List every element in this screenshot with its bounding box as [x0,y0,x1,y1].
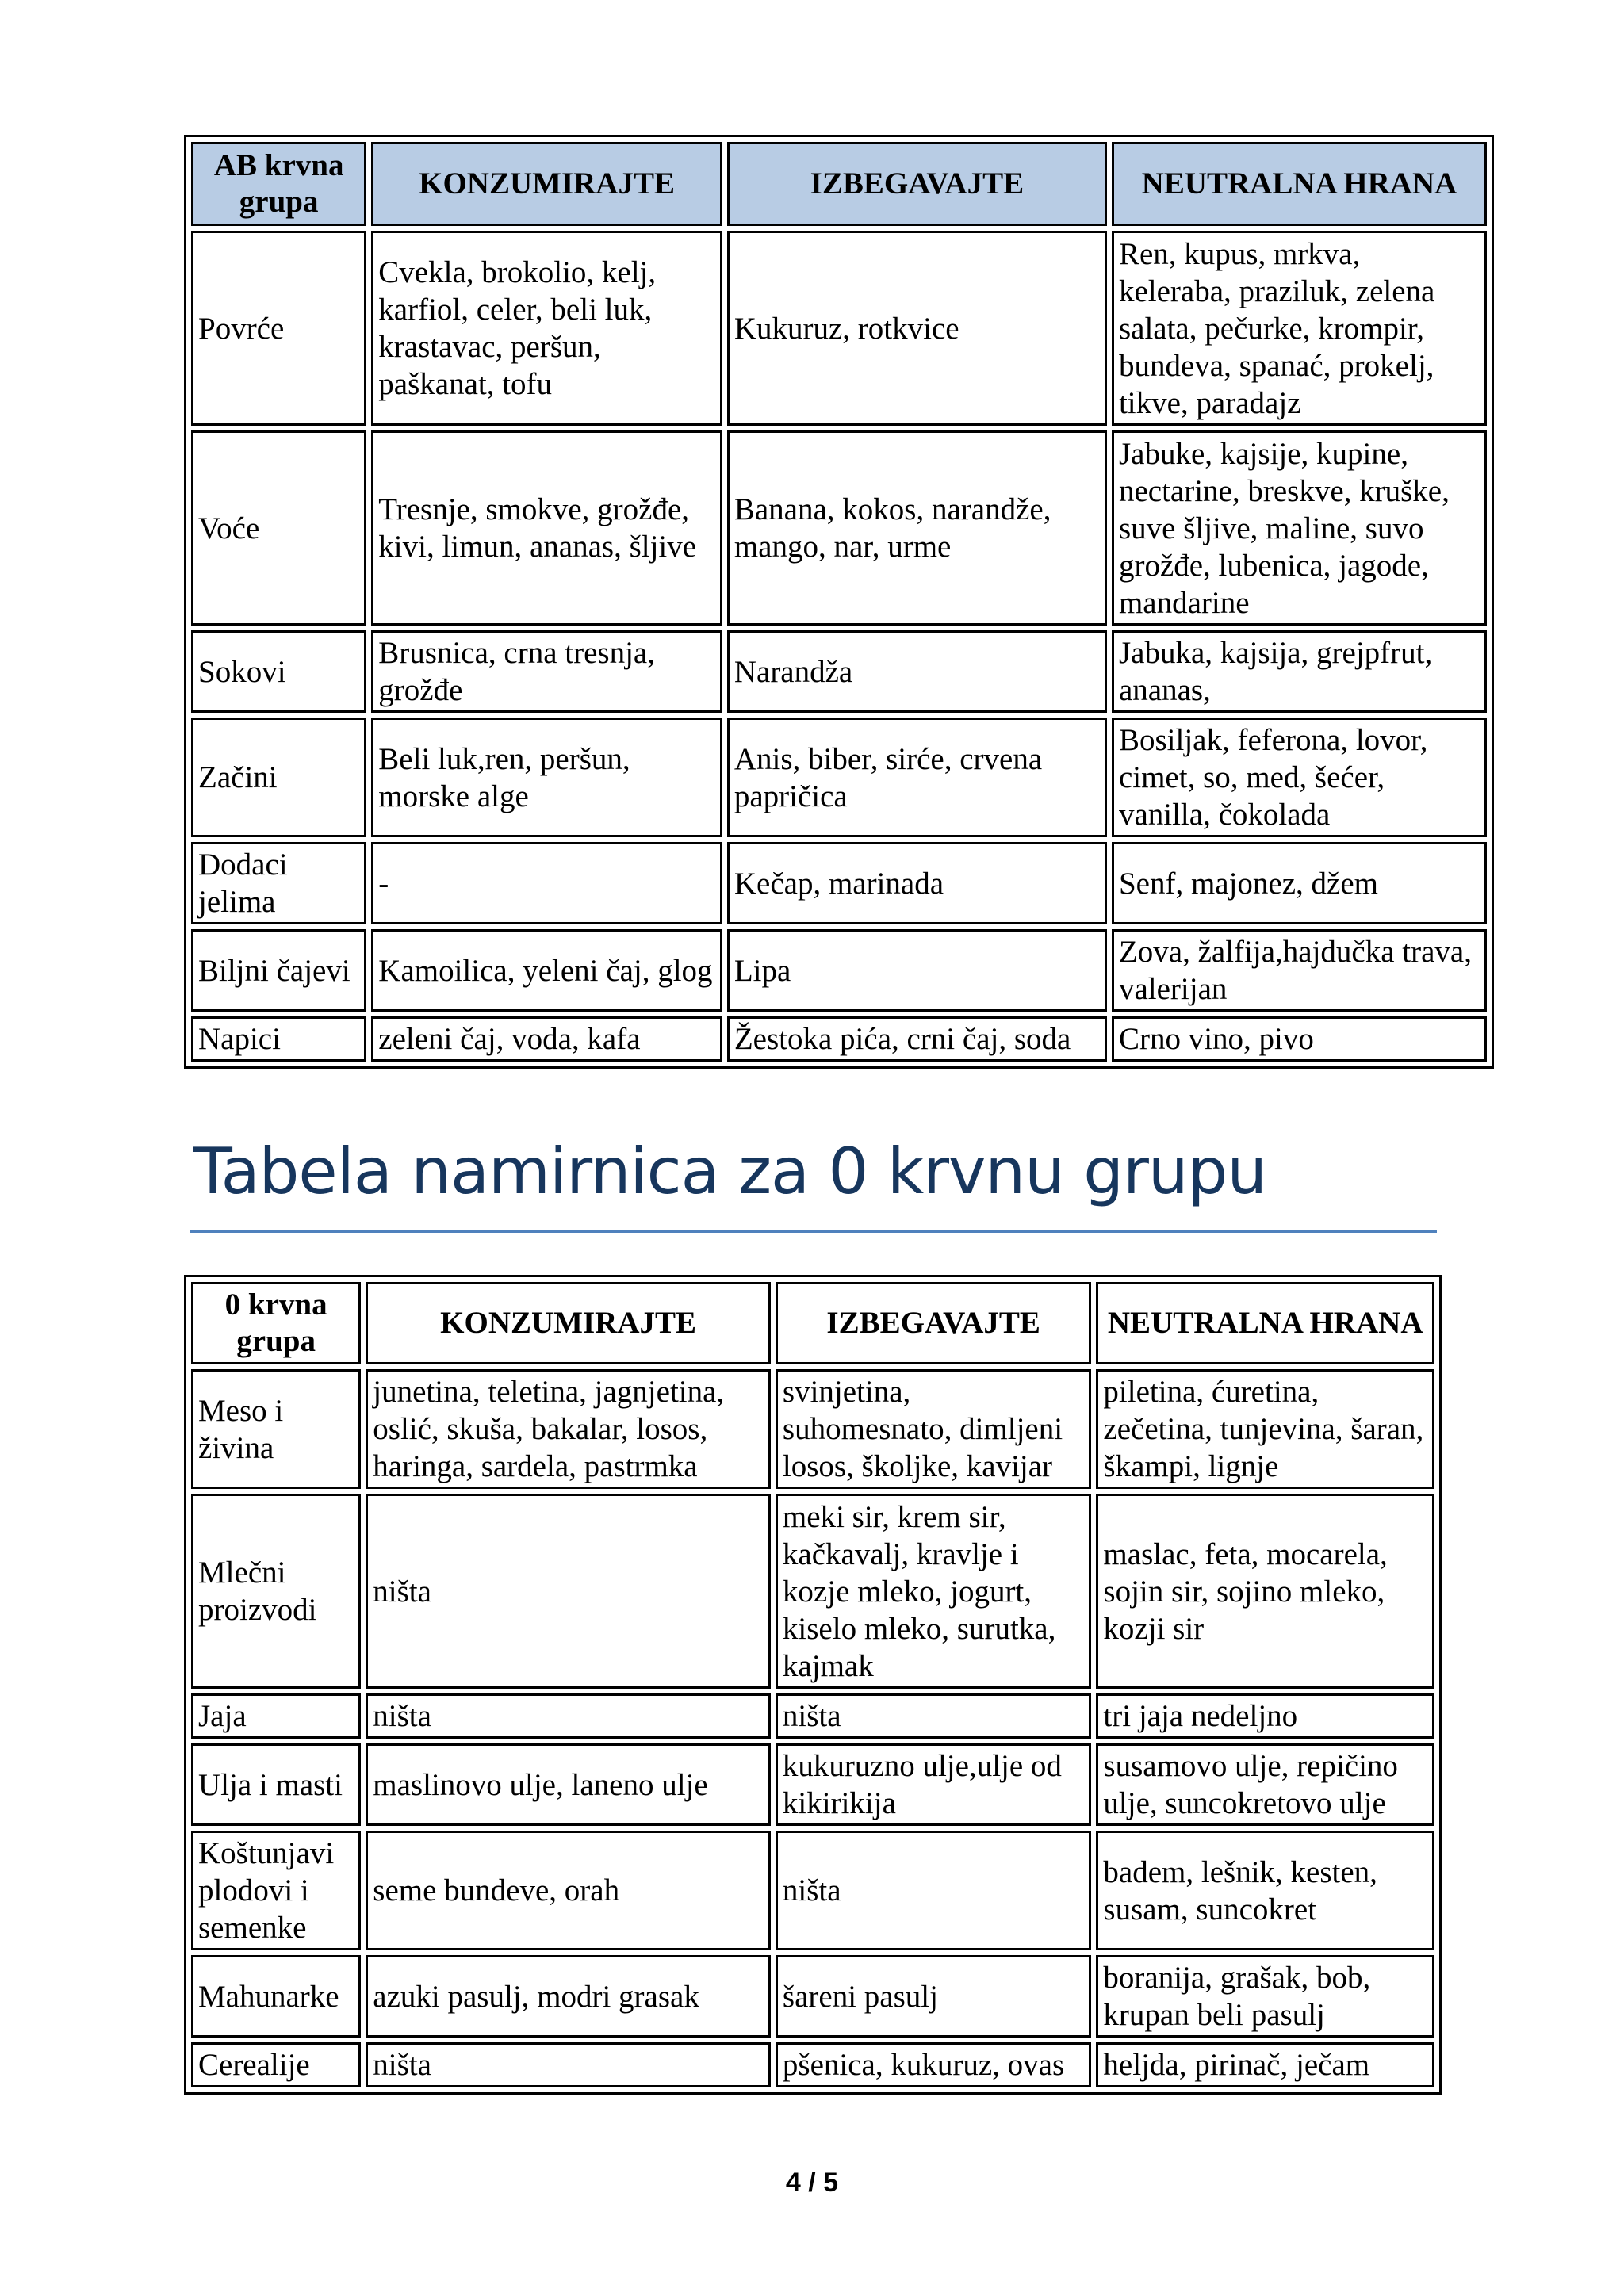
table-cell: kukuruzno ulje,ulje od kikirikija [776,1743,1092,1826]
table-cell: Beli luk,ren, peršun, morske alge [371,718,722,837]
0-blood-type-table [184,1275,1442,2095]
table-cell: Jabuke, kajsije, kupine, nectarine, breskve, kruške, suve šljive, maline, suvo grožđe, lubenica, jagode, mandarine [1112,430,1487,626]
header-cell: KONZUMIRAJTE [371,142,722,226]
table-cell: heljda, pirinač, ječam [1096,2042,1434,2087]
table-cell: ništa [366,1693,771,1739]
header-cell: AB krvna grupa [191,142,366,226]
table-cell: Cvekla, brokolio, kelj, karfiol, celer, beli luk, krastavac, peršun, paškanat, tofu [371,231,722,426]
table-cell: maslinovo ulje, laneno ulje [366,1743,771,1826]
table-cell: meki sir, krem sir, kačkavalj, kravlje i kozje mleko, jogurt, kiselo mleko, surutka, kajmak [776,1494,1092,1689]
header-cell: NEUTRALNA HRANA [1112,142,1487,226]
header-cell: IZBEGAVAJTE [776,1282,1092,1364]
table-cell: Kečap, marinada [727,842,1107,924]
header-cell: IZBEGAVAJTE [727,142,1107,226]
header-cell: KONZUMIRAJTE [366,1282,771,1364]
category-cell: Koštunjavi plodovi i semenke [191,1831,361,1950]
header-cell: NEUTRALNA HRANA [1096,1282,1434,1364]
table-row [191,430,1487,626]
category-cell: Povrće [191,231,366,426]
table-cell: ništa [366,2042,771,2087]
table-cell: susamovo ulje, repičino ulje, suncokretovo ulje [1096,1743,1434,1826]
table-row [191,929,1487,1012]
table-row [191,1016,1487,1062]
category-cell: Ulja i masti [191,1743,361,1826]
table-cell: Banana, kokos, narandže, mango, nar, urme [727,430,1107,626]
table-cell: Lipa [727,929,1107,1012]
table-cell: zeleni čaj, voda, kafa [371,1016,722,1062]
table-header-row [191,142,1487,226]
table-header-row [191,1282,1434,1364]
table-cell: ništa [366,1494,771,1689]
table-cell: Jabuka, kajsija, grejpfrut, ananas, [1112,630,1487,713]
table-cell: boranija, grašak, bob, krupan beli pasulj [1096,1955,1434,2038]
table-cell: ništa [776,1693,1092,1739]
table-row [191,231,1487,426]
category-cell: Meso i živina [191,1369,361,1489]
table-cell: Tresnje, smokve, grožđe, kivi, limun, ananas, šljive [371,430,722,626]
category-cell: Jaja [191,1693,361,1739]
table-cell: Brusnica, crna tresnja, grožđe [371,630,722,713]
table-row [191,1743,1434,1826]
table-cell: Ren, kupus, mrkva, keleraba, praziluk, zelena salata, pečurke, krompir, bundeva, spanać, prokelj, tikve, paradajz [1112,231,1487,426]
category-cell: Mahunarke [191,1955,361,2038]
category-cell: Napici [191,1016,366,1062]
table-cell: seme bundeve, orah [366,1831,771,1950]
table-cell: Crno vino, pivo [1112,1016,1487,1062]
category-cell: Dodaci jelima [191,842,366,924]
category-cell: Biljni čajevi [191,929,366,1012]
table-cell: ništa [776,1831,1092,1950]
table-row [191,1494,1434,1689]
category-cell: Začini [191,718,366,837]
table-cell: badem, lešnik, kesten, susam, suncokret [1096,1831,1434,1950]
table-cell: Anis, biber, sirće, crvena papričica [727,718,1107,837]
header-cell: 0 krvna grupa [191,1282,361,1364]
heading-underline [190,1230,1437,1233]
table-cell: Kamoilica, yeleni čaj, glog [371,929,722,1012]
table-row [191,1955,1434,2038]
category-cell: Voće [191,430,366,626]
page-number: 4 / 5 [785,2168,839,2198]
table-row [191,630,1487,713]
table-row [191,842,1487,924]
table-cell: Bosiljak, feferona, lovor, cimet, so, med, šećer, vanilla, čokolada [1112,718,1487,837]
table-cell: piletina, ćuretina, zečetina, tunjevina, šaran, škampi, lignje [1096,1369,1434,1489]
category-cell: Mlečni proizvodi [191,1494,361,1689]
table-cell: azuki pasulj, modri grasak [366,1955,771,2038]
table-cell: Senf, majonez, džem [1112,842,1487,924]
table-row [191,1693,1434,1739]
ab-blood-type-table [184,135,1494,1069]
table-cell: Zova, žalfija,hajdučka trava, valerijan [1112,929,1487,1012]
table-row [191,1369,1434,1489]
category-cell: Sokovi [191,630,366,713]
table-cell: svinjetina, suhomesnato, dimljeni losos, školjke, kavijar [776,1369,1092,1489]
table-row [191,1831,1434,1950]
section-heading: Tabela namirnica za 0 krvnu grupu [193,1135,1267,1208]
table-cell: pšenica, kukuruz, ovas [776,2042,1092,2087]
table-row [191,2042,1434,2087]
table-cell: Narandža [727,630,1107,713]
table-cell: Kukuruz, rotkvice [727,231,1107,426]
category-cell: Cerealije [191,2042,361,2087]
table-cell: junetina, teletina, jagnjetina, oslić, skuša, bakalar, losos, haringa, sardela, pastrmka [366,1369,771,1489]
table-row [191,718,1487,837]
table-cell: tri jaja nedeljno [1096,1693,1434,1739]
table-cell: maslac, feta, mocarela, sojin sir, sojino mleko, kozji sir [1096,1494,1434,1689]
table-cell: - [371,842,722,924]
table-cell: šareni pasulj [776,1955,1092,2038]
table-cell: Žestoka pića, crni čaj, soda [727,1016,1107,1062]
